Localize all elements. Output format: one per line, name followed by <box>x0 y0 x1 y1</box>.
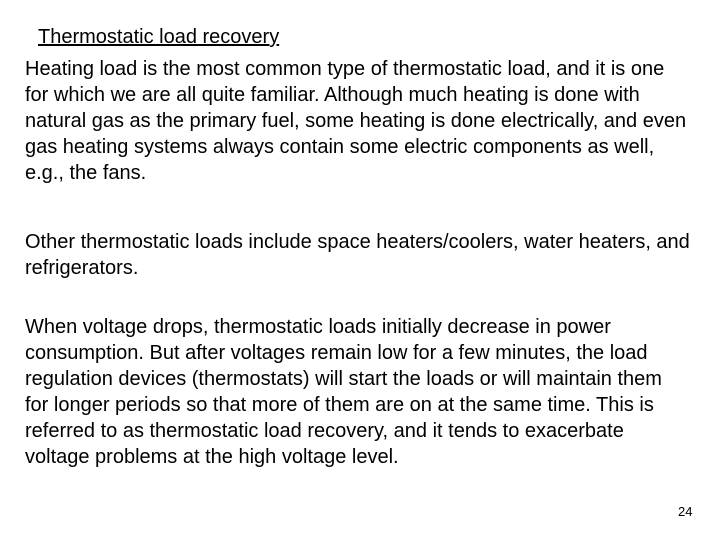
paragraph-other-loads: Other thermostatic loads include space heaters/coolers, water heaters, and refrigerators. <box>25 231 690 279</box>
page-number: 24 <box>678 504 693 519</box>
paragraph-heating-load: Heating load is the most common type of thermostatic load, and it is one for which we are all quite familiar. Although much heating is done with natural gas as the primary fuel, some heating is done electrically, and even gas heating systems always contain some electric components as well, e.g., the fans. <box>25 58 687 184</box>
slide-title: Thermostatic load recovery <box>38 26 280 48</box>
paragraph-load-recovery: When voltage drops, thermostatic loads initially decrease in power consumption. But after voltages remain low for a few minutes, the load regulation devices (thermostats) will start the loads or will maintain them for longer periods so that more of them are on at the same time. This is referred to as thermostatic load recovery, and it tends to exacerbate voltage problems at the high voltage level. <box>25 316 662 468</box>
